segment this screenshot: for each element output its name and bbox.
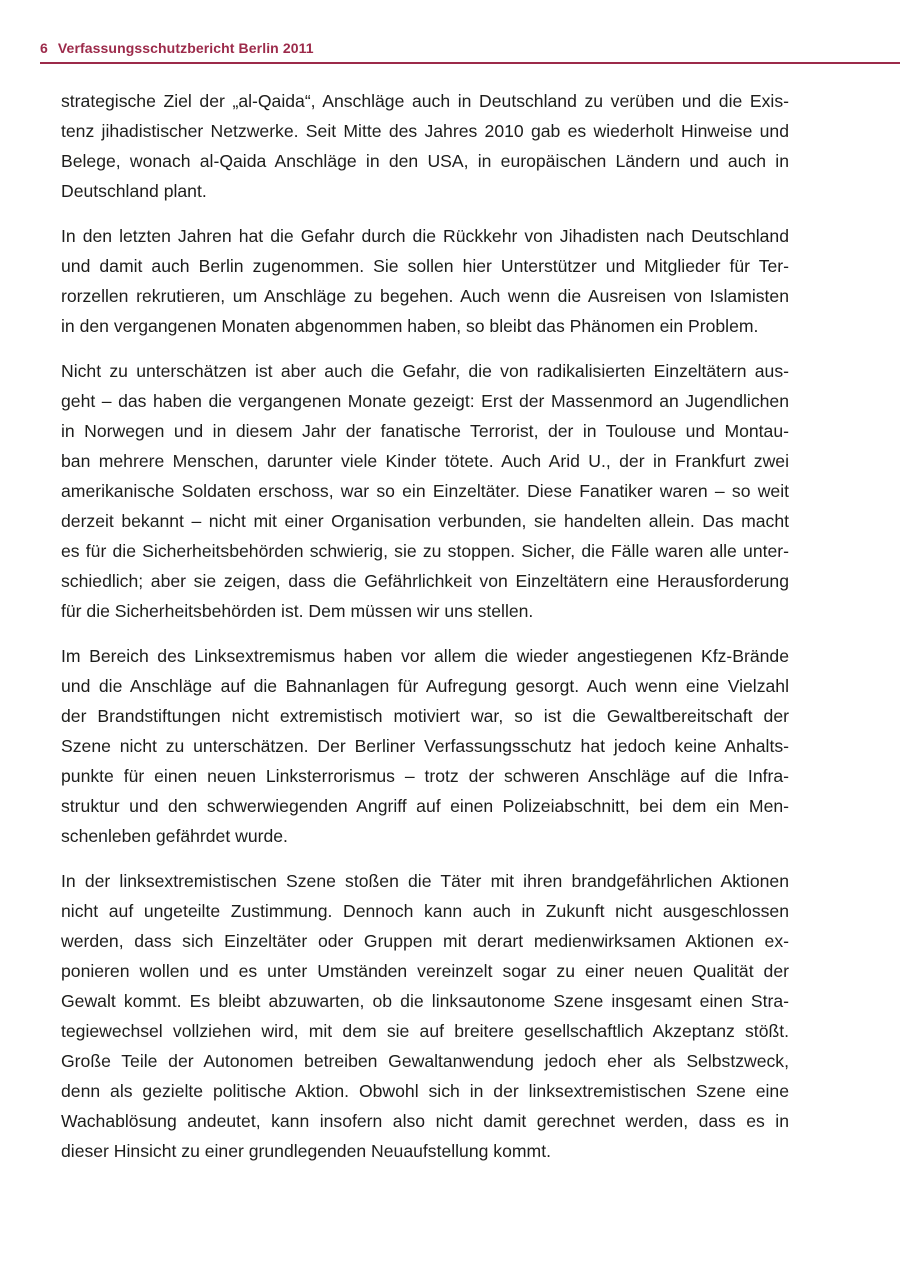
text-line: für die Sicherheitsbehörden ist. Dem müssen wir uns stellen.	[61, 601, 534, 621]
text-line: tenz jihadistischer Netzwerke. Seit Mitte des Jahres 2010 gab es wiederholt Hinweise und	[61, 121, 789, 141]
text-line: nicht auf ungeteilte Zustimmung. Dennoch kann auch in Zukunft nicht ausgeschlossen	[61, 901, 789, 921]
text-line: denn als gezielte politische Aktion. Obwohl sich in der linksextremistischen Szene eine	[61, 1081, 789, 1101]
text-line: dieser Hinsicht zu einer grundlegenden Neuaufstellung kommt.	[61, 1141, 551, 1161]
text-line: Szene nicht zu unterschätzen. Der Berliner Verfassungsschutz hat jedoch keine Anhalts-	[61, 736, 789, 756]
text-line: Belege, wonach al-Qaida Anschläge in den USA, in europäischen Ländern und auch in	[61, 151, 789, 171]
text-line: Gewalt kommt. Es bleibt abzuwarten, ob die linksautonome Szene insgesamt einen Stra-	[61, 991, 789, 1011]
text-line: geht – das haben die vergangenen Monate gezeigt: Erst der Massenmord an Jugendlichen	[61, 391, 789, 411]
text-line: ban mehrere Menschen, darunter viele Kinder tötete. Auch Arid U., der in Frankfurt zwei	[61, 451, 789, 471]
text-line: Große Teile der Autonomen betreiben Gewaltanwendung jedoch eher als Selbstzweck,	[61, 1051, 789, 1071]
page-header	[40, 40, 900, 66]
text-line: ponieren wollen und es unter Umständen vereinzelt sogar zu einer neuen Qualität der	[61, 961, 789, 981]
text-line: In der linksextremistischen Szene stoßen die Täter mit ihren brandgefährlichen Aktionen	[61, 871, 789, 891]
text-line: schenleben gefährdet wurde.	[61, 826, 288, 846]
text-line: es für die Sicherheitsbehörden schwierig, sie zu stoppen. Sicher, die Fälle waren alle unter-	[61, 541, 789, 561]
text-line: in Norwegen und in diesem Jahr der fanatische Terrorist, der in Toulouse und Montau-	[61, 421, 789, 441]
text-line: rorzellen rekrutieren, um Anschläge zu begehen. Auch wenn die Ausreisen von Islamisten	[61, 286, 789, 306]
text-line: schiedlich; aber sie zeigen, dass die Gefährlichkeit von Einzeltätern eine Herausforderung	[61, 571, 789, 591]
text-line: Im Bereich des Linksextremismus haben vor allem die wieder angestiegenen Kfz-Brände	[61, 646, 789, 666]
running-header	[40, 40, 314, 56]
paragraph-3	[61, 356, 789, 626]
header-divider	[40, 62, 900, 64]
text-line: und damit auch Berlin zugenommen. Sie sollen hier Unterstützer und Mitglieder für Ter-	[61, 256, 789, 276]
text-line: derzeit bekannt – nicht mit einer Organisation verbunden, sie handelten allein. Das macht	[61, 511, 789, 531]
text-line: strategische Ziel der „al-Qaida“, Anschläge auch in Deutschland zu verüben und die Exis-	[61, 91, 789, 111]
document-title: Verfassungsschutzbericht Berlin 2011	[57, 40, 314, 56]
text-line: in den vergangenen Monaten abgenommen haben, so bleibt das Phänomen ein Problem.	[61, 316, 759, 336]
text-line: Nicht zu unterschätzen ist aber auch die Gefahr, die von radikalisierten Einzeltätern aus-	[61, 361, 789, 381]
paragraph-2	[61, 221, 789, 341]
text-line: der Brandstiftungen nicht extremistisch motiviert war, so ist die Gewaltbereitschaft der	[61, 706, 789, 726]
page-number: 6	[40, 40, 48, 56]
text-line: punkte für einen neuen Linksterrorismus – trotz der schweren Anschläge auf die Infra-	[61, 766, 789, 786]
text-line: und die Anschläge auf die Bahnanlagen für Aufregung gesorgt. Auch wenn eine Vielzahl	[61, 676, 789, 696]
paragraph-4	[61, 641, 789, 851]
text-line: amerikanische Soldaten erschoss, war so ein Einzeltäter. Diese Fanatiker waren – so weit	[61, 481, 789, 501]
text-line: Deutschland plant.	[61, 181, 207, 201]
text-line: In den letzten Jahren hat die Gefahr durch die Rückkehr von Jihadisten nach Deutschland	[61, 226, 789, 246]
text-line: Wachablösung andeutet, kann insofern also nicht damit gerechnet werden, dass es in	[61, 1111, 789, 1131]
text-line: tegiewechsel vollziehen wird, mit dem sie auf breitere gesellschaftlich Akzeptanz stößt.	[61, 1021, 789, 1041]
text-line: struktur und den schwerwiegenden Angriff auf einen Polizeiabschnitt, bei dem ein Men-	[61, 796, 789, 816]
body-text	[61, 86, 789, 1181]
paragraph-5	[61, 866, 789, 1166]
text-line: werden, dass sich Einzeltäter oder Gruppen mit derart medienwirksamen Aktionen ex-	[61, 931, 789, 951]
paragraph-1	[61, 86, 789, 206]
